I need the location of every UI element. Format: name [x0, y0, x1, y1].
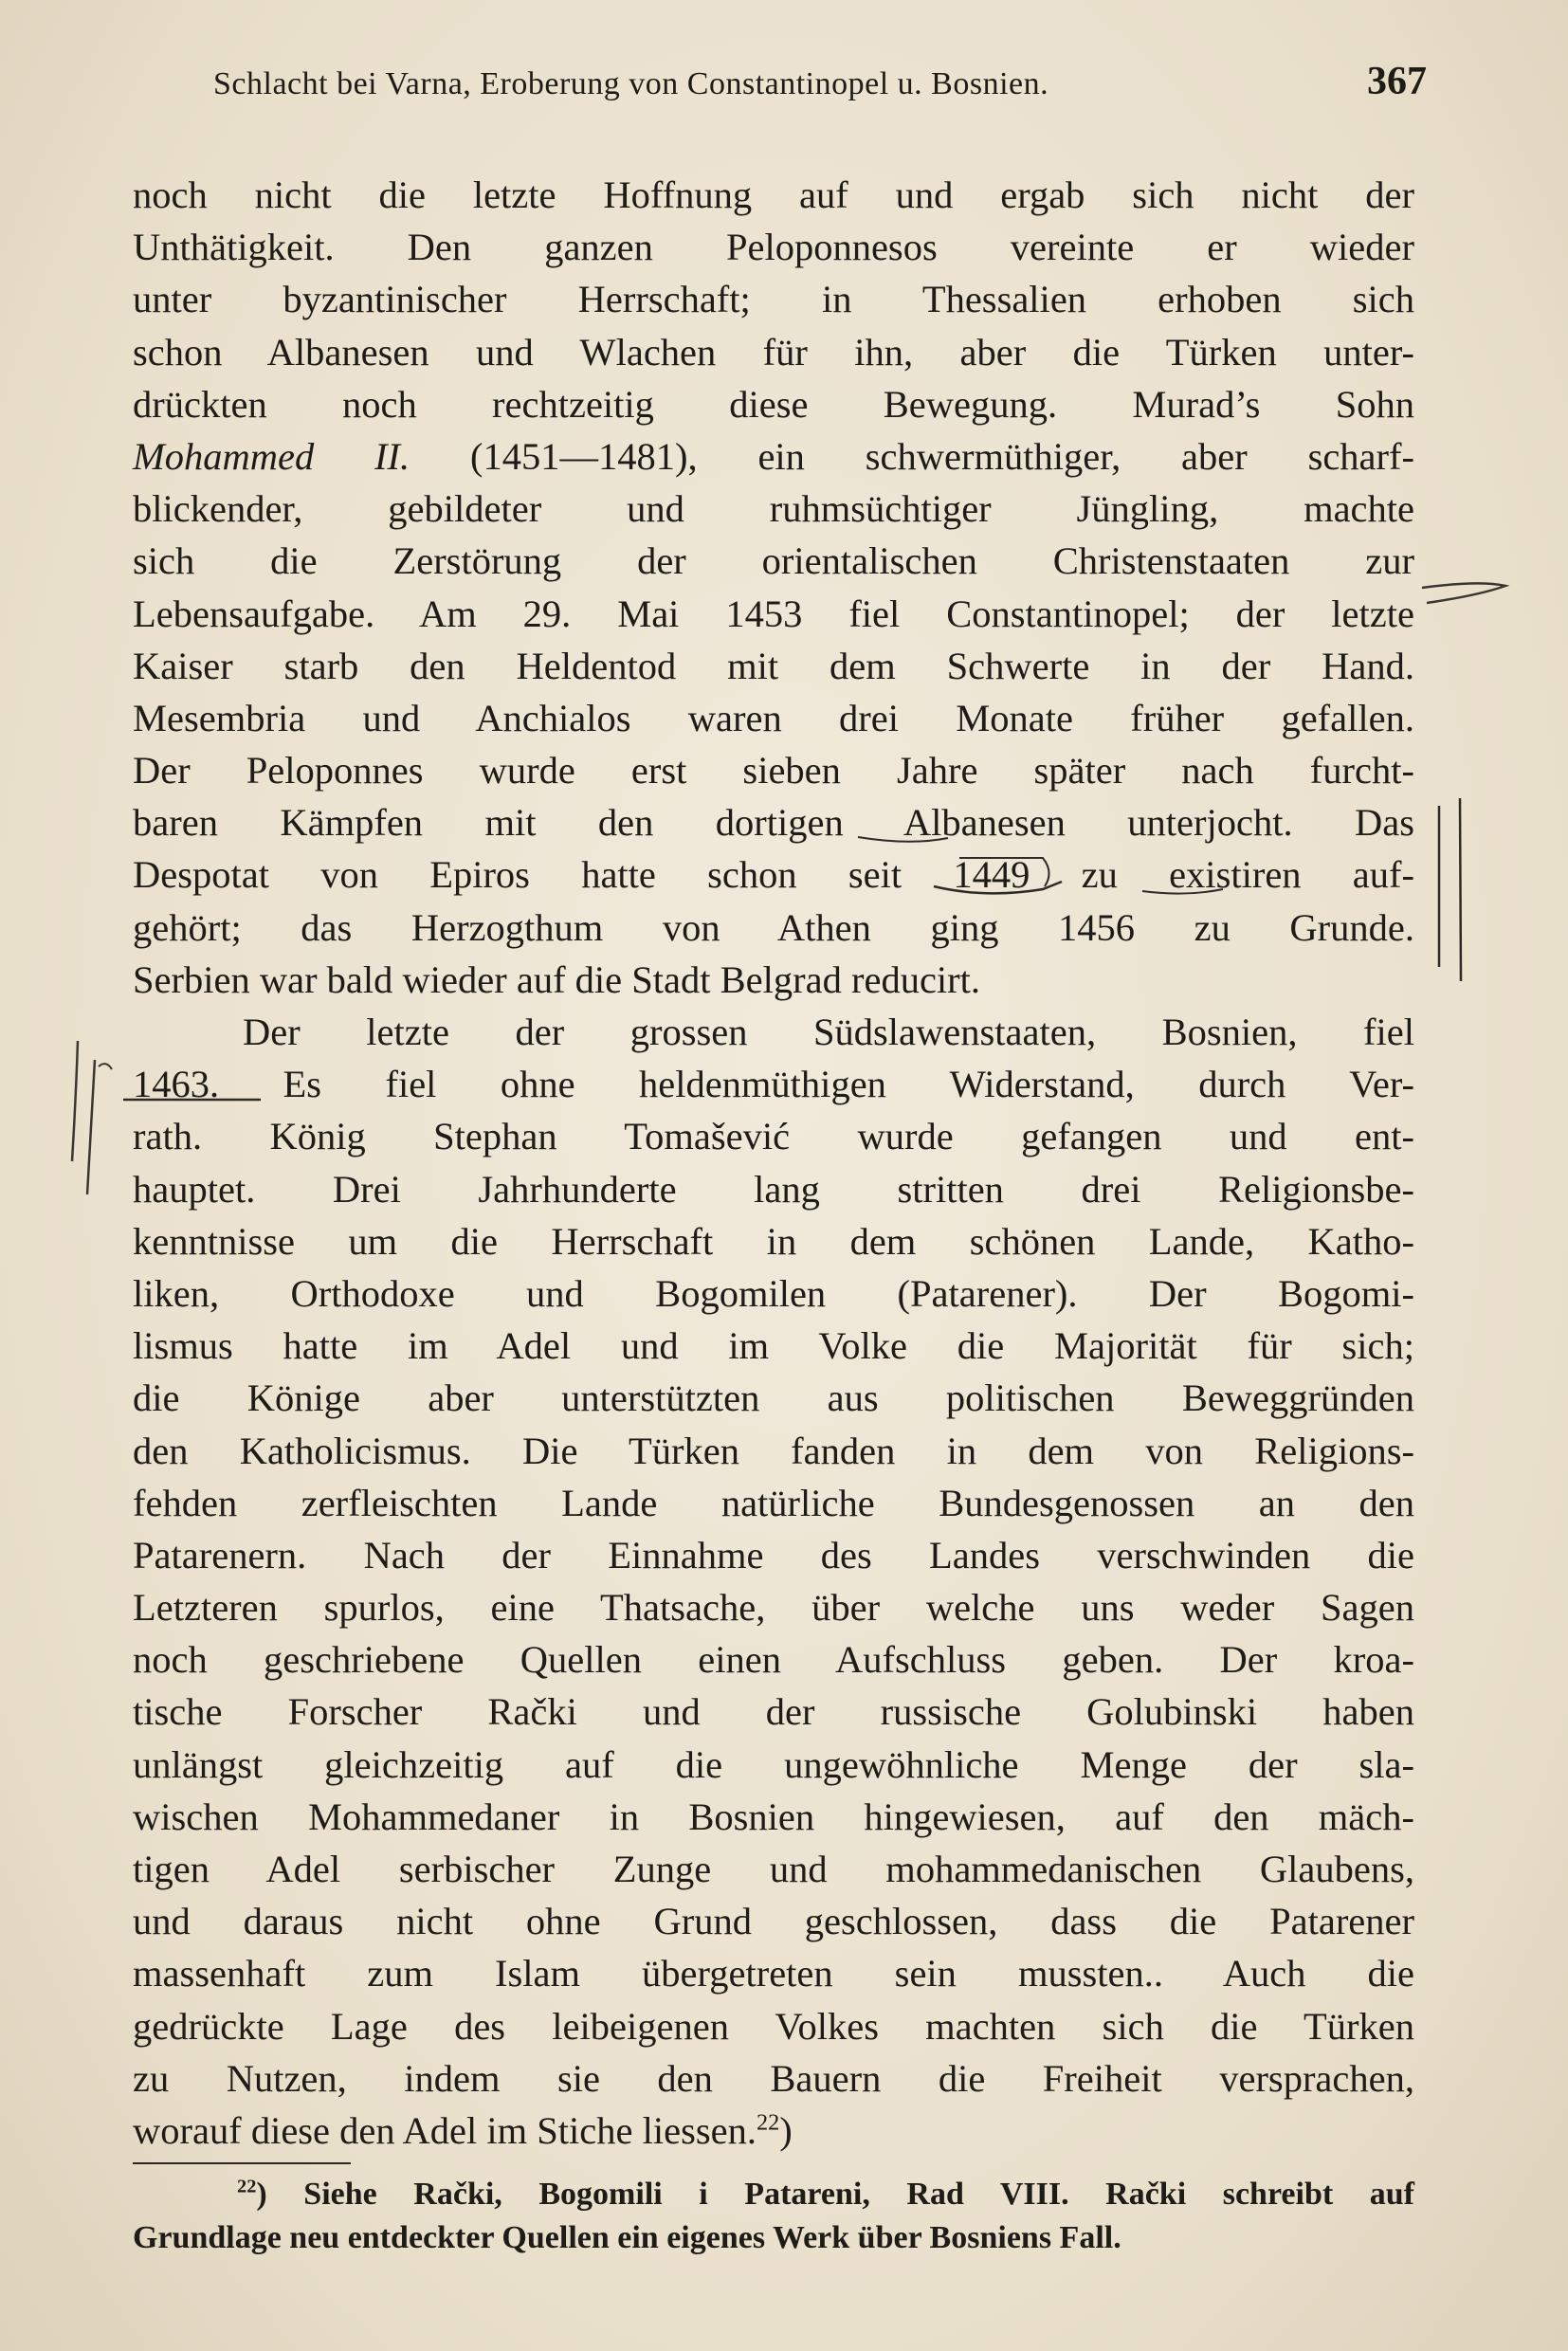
footnote-line — [133, 2173, 1414, 2216]
text-line: wischen Mohammedaner in Bosnien hingewiesen, auf den mäch- — [133, 1795, 1414, 1838]
text-line: unlängst gleichzeitig auf die ungewöhnliche Menge der sla- — [133, 1742, 1414, 1786]
footnote-line: Grundlage neu entdeckter Quellen ein eigenes Werk über Bosniens Fall. — [133, 2220, 1121, 2255]
text-line: Kaiser starb den Heldentod mit dem Schwerte in der Hand. — [133, 644, 1414, 687]
text-line: Serbien war bald wieder auf die Stadt Belgrad reducirt. — [133, 957, 981, 1001]
text-line: gehört; das Herzogthum von Athen ging 1456 zu Grunde. — [133, 905, 1414, 949]
text-line: Der Peloponnes wurde erst sieben Jahre später nach furcht- — [133, 749, 1414, 793]
text-line: und daraus nicht ohne Grund geschlossen, dass die Patarener — [133, 1900, 1414, 1943]
page-number: 367 — [1367, 60, 1427, 103]
text-line: Despotat von Epiros hatte schon seit 1449 zu existiren auf- — [133, 853, 1414, 897]
text-line: drückten noch rechtzeitig diese Bewegung. Murad’s Sohn — [133, 382, 1414, 426]
text-line: Lebensaufgabe. Am 29. Mai 1453 fiel Constantinopel; der letzte — [133, 592, 1414, 635]
running-head — [213, 59, 1427, 116]
text-line: liken, Orthodoxe und Bogomilen (Patarener). Der Bogomi- — [133, 1271, 1414, 1315]
footnote-marker-paren: ) — [256, 2177, 267, 2212]
text-line: unter byzantinischer Herrschaft; in Thessalien erhoben sich — [133, 278, 1414, 321]
text-line: Mesembria und Anchialos waren drei Monate früher gefallen. — [133, 696, 1414, 739]
footnote-22 — [133, 2173, 1414, 2260]
text-line: Unthätigkeit. Den ganzen Peloponnesos vereinte er wieder — [133, 226, 1414, 269]
text-line: baren Kämpfen mit den dortigen Albanesen unterjocht. Das — [133, 801, 1414, 845]
text-line: massenhaft zum Islam übergetreten sein mussten.. Auch die — [133, 1952, 1414, 1996]
footnote-reference[interactable]: 22 — [756, 2109, 780, 2136]
margin-bar — [72, 1041, 78, 1161]
text-line: 1463. Es fiel ohne heldenmüthigen Widerstand, durch Ver- — [133, 1063, 1414, 1106]
text-line: rath. König Stephan Tomašević wurde gefangen und ent- — [133, 1115, 1414, 1158]
footnote-reference-paren: ) — [779, 2108, 793, 2152]
margin-stroke — [1422, 583, 1505, 603]
text-segment: (1451—1481), ein schwermüthiger, aber scharf- — [410, 434, 1414, 478]
italic-name: Mohammed II. — [133, 434, 410, 478]
text-line — [133, 2105, 1414, 2157]
text-line: noch nicht die letzte Hoffnung auf und ergab sich nicht der — [133, 173, 1414, 216]
text-segment: worauf diese den Adel im Stiche liessen. — [133, 2108, 757, 2152]
body-text — [133, 169, 1414, 2157]
paragraph-2 — [133, 1006, 1414, 2157]
text-line: tigen Adel serbischer Zunge und mohammedanischen Glaubens, — [133, 1848, 1414, 1890]
text-line: den Katholicismus. Die Türken fanden in dem von Religions- — [133, 1429, 1414, 1472]
text-line: kenntnisse um die Herrschaft in dem schönen Lande, Katho- — [133, 1219, 1414, 1263]
text-line: fehden zerfleischten Lande natürliche Bundesgenossen an den — [133, 1481, 1414, 1524]
text-line: die Könige aber unterstützten aus politischen Beweggründen — [133, 1376, 1414, 1420]
text-line — [133, 430, 1414, 483]
paragraph-1 — [133, 169, 1414, 1006]
running-head-title: Schlacht bei Varna, Eroberung von Constantinopel u. Bosnien. — [213, 66, 1049, 101]
text-line: schon Albanesen und Wlachen für ihn, aber die Türken unter- — [133, 330, 1414, 374]
text-line: zu Nutzen, indem sie den Bauern die Freiheit versprachen, — [133, 2056, 1414, 2100]
text-line: gedrückte Lage des leibeigenen Volkes machten sich die Türken — [133, 2004, 1414, 2048]
margin-stroke — [99, 1064, 112, 1069]
footnote-marker: 22 — [237, 2176, 257, 2197]
text-line: Patarenern. Nach der Einnahme des Landes verschwinden die — [133, 1533, 1414, 1576]
text-line: blickender, gebildeter und ruhmsüchtiger Jüngling, machte — [133, 487, 1414, 531]
footnote-rule — [133, 2162, 351, 2164]
text-line: hauptet. Drei Jahrhunderte lang stritten drei Religionsbe- — [133, 1167, 1414, 1211]
text-line: tische Forscher Rački und der russische Golubinski haben — [133, 1690, 1414, 1734]
margin-bar — [1460, 798, 1461, 981]
text-line: noch geschriebene Quellen einen Aufschluss geben. Der kroa- — [133, 1638, 1414, 1682]
text-line: sich die Zerstörung der orientalischen Christenstaaten zur — [133, 539, 1414, 583]
margin-bar — [87, 1060, 95, 1194]
text-line: Letzteren spurlos, eine Thatsache, über welche uns weder Sagen — [133, 1586, 1414, 1630]
text-line: Der letzte der grossen Südslawenstaaten, Bosnien, fiel — [243, 1011, 1414, 1053]
footnote-text: Siehe Rački, Bogomili i Patareni, Rad VIII. Rački schreibt auf — [266, 2177, 1414, 2212]
text-line: lismus hatte im Adel und im Volke die Majorität für sich; — [133, 1324, 1414, 1368]
